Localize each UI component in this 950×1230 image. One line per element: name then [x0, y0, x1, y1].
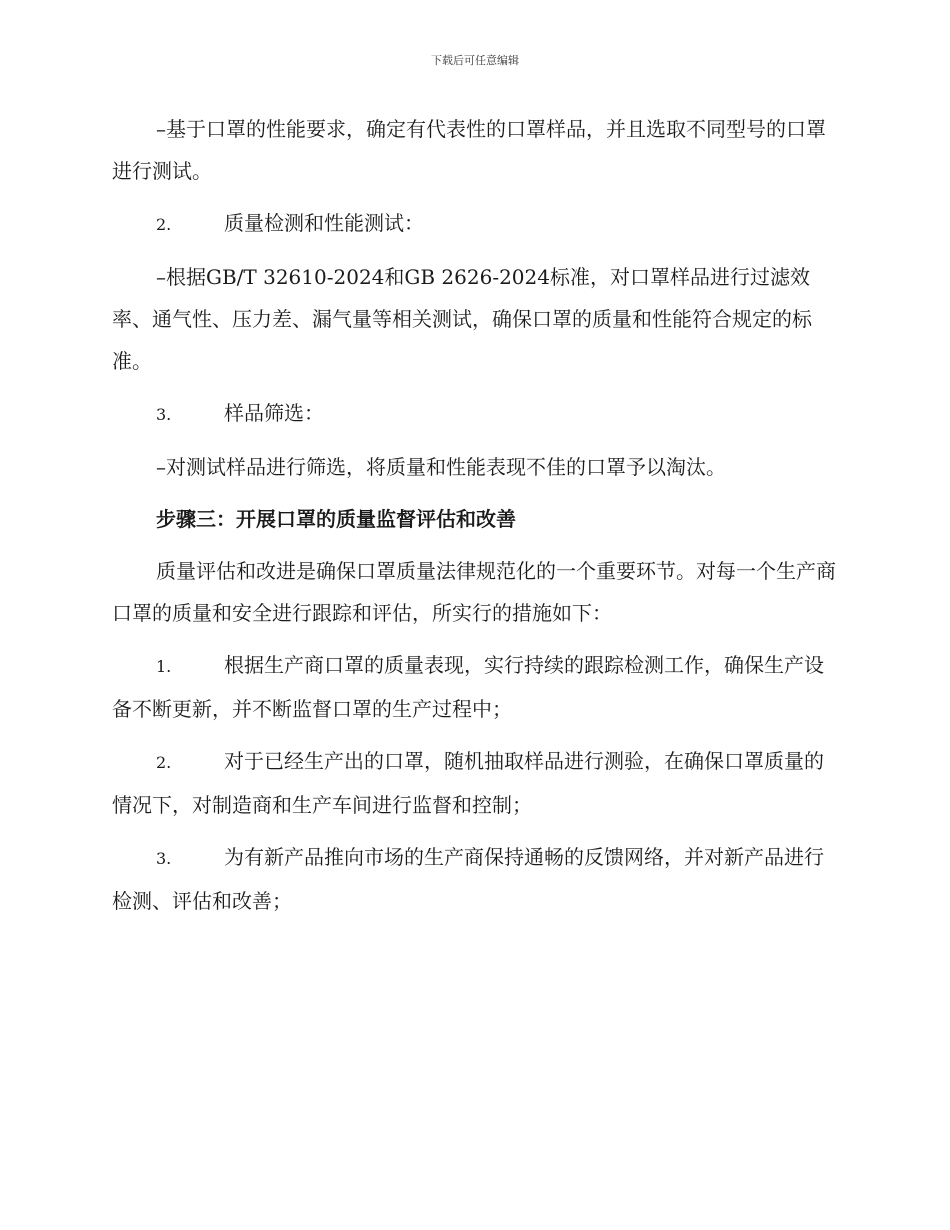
list-item-text: 对于已经生产出的口罩，随机抽取样品进行测验，在确保口罩质量的情况下，对制造商和生产车间进行监督和控制；	[112, 749, 824, 817]
list-item-random-sampling	[112, 740, 836, 826]
list-item-sample-screening	[112, 392, 836, 436]
list-item-text: 质量检测和性能测试：	[224, 211, 424, 235]
page-header: 下载后可任意编辑	[431, 54, 519, 67]
list-item-tracking	[112, 644, 836, 730]
list-item-quality-testing	[112, 202, 836, 246]
paragraph-testing-standards: –根据GB/T 32610-2024和GB 2626-2024标准，对口罩样品进行过滤效率、通气性、压力差、漏气量等相关测试，确保口罩的质量和性能符合规定的标准。	[112, 265, 812, 373]
list-number: 3.	[156, 405, 172, 424]
document-body	[112, 108, 836, 932]
list-number: 1.	[156, 657, 172, 676]
list-number: 2.	[156, 753, 172, 772]
section-heading-step-three: 步骤三：开展口罩的质量监督评估和改善	[156, 507, 516, 531]
list-item-text: 为有新产品推向市场的生产商保持通畅的反馈网络，并对新产品进行检测、评估和改善；	[112, 845, 824, 913]
list-item-feedback-network	[112, 836, 836, 922]
list-item-text: 根据生产商口罩的质量表现，实行持续的跟踪检测工作，确保生产设备不断更新，并不断监督口罩的生产过程中；	[112, 653, 824, 721]
list-number: 2.	[156, 215, 172, 234]
list-item-text: 样品筛选：	[224, 401, 324, 425]
paragraph-screening-detail: –对测试样品进行筛选，将质量和性能表现不佳的口罩予以淘汰。	[156, 455, 726, 479]
paragraph-sample-selection: –基于口罩的性能要求，确定有代表性的口罩样品，并且选取不同型号的口罩进行测试。	[112, 117, 826, 183]
paragraph-evaluation-intro: 质量评估和改进是确保口罩质量法律规范化的一个重要环节。对每一个生产商口罩的质量和安全进行跟踪和评估，所实行的措施如下：	[112, 559, 836, 625]
list-number: 3.	[156, 849, 172, 868]
